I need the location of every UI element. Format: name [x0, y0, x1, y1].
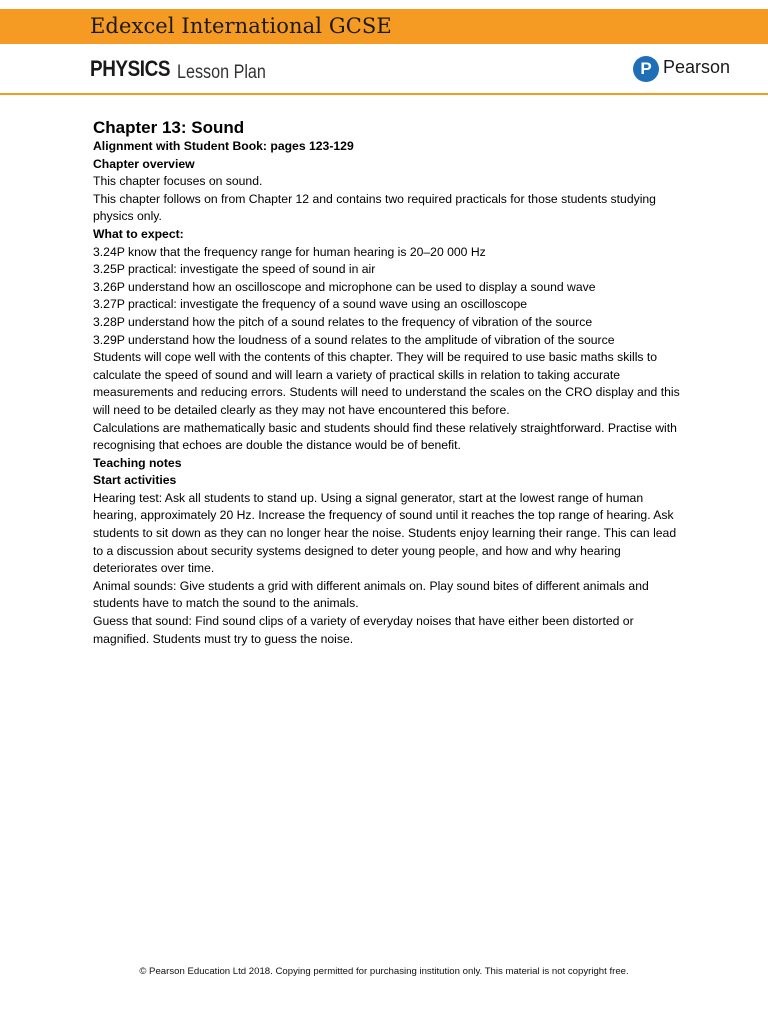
overview-paragraph: This chapter focuses on sound. [93, 174, 263, 189]
expect-paragraph: Students will cope well with the contents of this chapter. They will be required to use basic maths skills to calculate the speed of sound and will learn a variety of practical skills in relation to taking accurate measurements and reducing errors. Students will need to understand the scales on the CRO display and this will need to be detailed clearly as they may not have encountered this before. [93, 350, 680, 417]
teaching-paragraph: Animal sounds: Give students a grid with different animals on. Play sound bites of different animals and students have to match the sound to the animals. [93, 578, 649, 611]
expect-item: 3.24P know that the frequency range for human hearing is 20–20 000 Hz [93, 244, 486, 259]
overview-heading: Chapter overview [93, 156, 195, 171]
copyright-footer: © Pearson Education Ltd 2018. Copying permitted for purchasing institution only. This material is not copyright free. [139, 966, 629, 977]
expect-item: 3.25P practical: investigate the speed of sound in air [93, 262, 376, 277]
expect-item: 3.29P understand how the loudness of a sound relates to the amplitude of vibration of the source [93, 332, 615, 347]
pearson-logo-icon: P [633, 56, 659, 82]
teaching-paragraph: Guess that sound: Find sound clips of a variety of everyday noises that have either been distorted or magnified. Students must try to guess the noise. [93, 614, 634, 646]
teaching-paragraph: Hearing test: Ask all students to stand up. Using a signal generator, start at the lowest range of human hearing, approximately 20 Hz. Increase the frequency of sound until it reaches the top range of hearing. Ask students to sit down as they can no longer hear the noise. Students enjoy learning their range. This can lead to a discussion about security systems designed to deter young people, and how and why hearing deteriorates over time. [93, 490, 677, 576]
teaching-heading: Teaching notes [93, 455, 182, 470]
alignment-note: Alignment with Student Book: pages 123-129 [93, 139, 354, 153]
header-divider [0, 93, 768, 95]
expect-item: 3.26P understand how an oscilloscope and microphone can be used to display a sound wave [93, 279, 596, 294]
chapter-title: Chapter 13: Sound [93, 118, 245, 137]
subject-name: PHYSICS [90, 56, 171, 81]
series-title: Edexcel International GCSE [90, 14, 392, 38]
subject-title [90, 56, 266, 83]
expect-item: 3.27P practical: investigate the frequency of a sound wave using an oscilloscope [93, 297, 528, 312]
expect-paragraph: Calculations are mathematically basic and students should find these relatively straightforward. Practise with recognising that echoes are double the distance would be of benefit. [93, 420, 677, 453]
expect-item: 3.28P understand how the pitch of a sound relates to the frequency of vibration of the source [93, 314, 593, 329]
document-body [93, 108, 683, 648]
overview-paragraph: This chapter follows on from Chapter 12 and contains two required practicals for those students studying physics only. [93, 191, 656, 224]
subject-suffix: Lesson Plan [177, 62, 266, 83]
expect-heading: What to expect: [93, 226, 184, 241]
start-activities-heading: Start activities [93, 473, 177, 488]
pearson-logo-text: Pearson [663, 57, 731, 77]
